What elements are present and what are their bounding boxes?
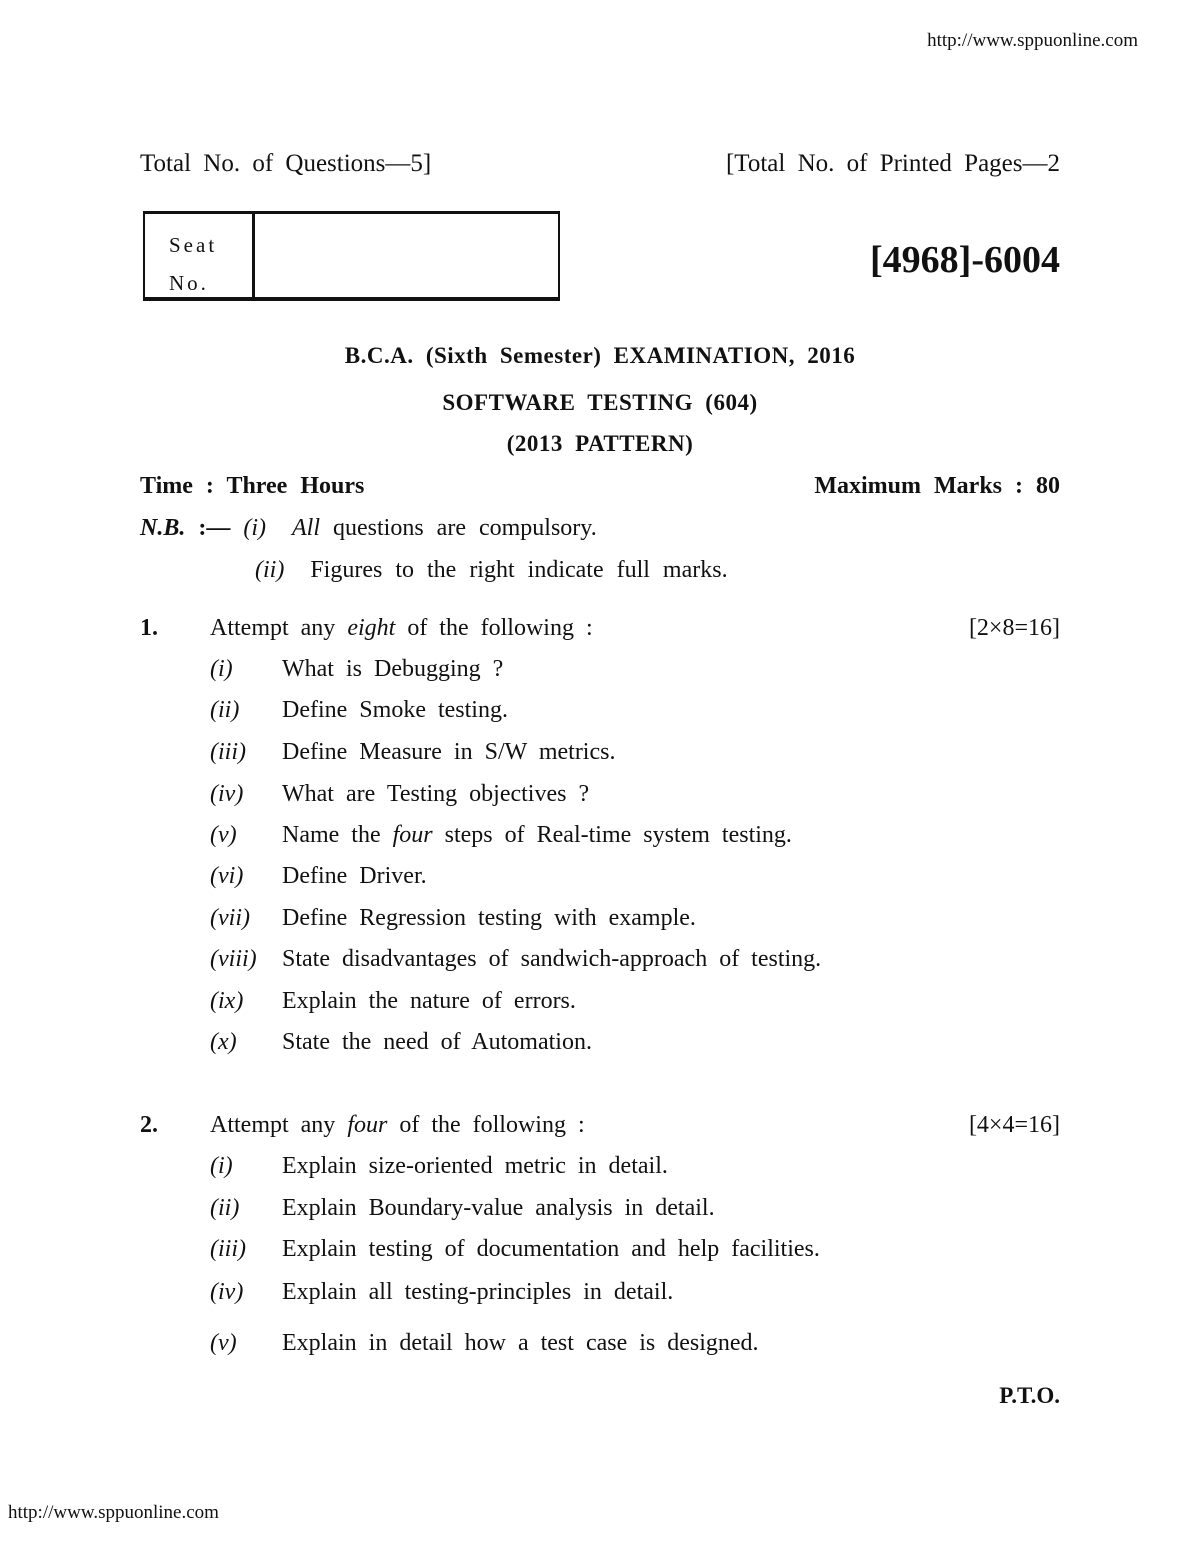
q2-pre: Attempt any [210, 1112, 336, 1138]
q2-item-num: (iv) [210, 1279, 244, 1305]
q2-emphasis: four [347, 1112, 388, 1138]
q1-item-num: (iii) [210, 739, 246, 765]
q1-item-pre: Name the [282, 822, 381, 848]
q1-marks: [2×8=16] [968, 615, 1060, 641]
q1-item-post: steps of Real-time system testing. [444, 822, 792, 848]
q1-item-num: (i) [210, 656, 233, 682]
q1-item-text [282, 822, 792, 849]
bottom-url: http://www.sppuonline.com [8, 1502, 219, 1523]
seat-label [169, 226, 217, 302]
seat-number-box[interactable] [143, 211, 560, 301]
q2-item-num: (iii) [210, 1236, 246, 1262]
seat-box-divider [252, 214, 255, 297]
q2-marks: [4×4=16] [968, 1112, 1060, 1138]
nb1-number: (i) [243, 515, 266, 541]
q1-item-num: (v) [210, 822, 237, 848]
time-label: Time : Three Hours [140, 473, 365, 499]
seat-label-line2: No. [169, 271, 209, 295]
pto-label: P.T.O. [999, 1383, 1060, 1408]
nb1-emphasis: All [292, 515, 320, 541]
q1-number: 1. [140, 615, 158, 641]
top-url: http://www.sppuonline.com [927, 30, 1138, 51]
q2-item-text: Explain in detail how a test case is designed. [282, 1330, 759, 1356]
q2-item-text: Explain all testing-principles in detail. [282, 1279, 674, 1305]
q1-emphasis: eight [347, 615, 396, 641]
q1-item-text: State the need of Automation. [282, 1029, 592, 1055]
nb2-text: Figures to the right indicate full marks. [310, 557, 728, 583]
pattern-title: (2013 PATTERN) [506, 431, 694, 456]
nb1-text: questions are compulsory. [333, 515, 597, 541]
q1-item-text: Explain the nature of errors. [282, 988, 576, 1014]
q1-item-text: Define Driver. [282, 863, 427, 889]
q1-item-text: Define Regression testing with example. [282, 905, 696, 931]
q1-item-num: (ix) [210, 988, 244, 1014]
q1-item-emphasis: four [392, 822, 433, 848]
q2-item-num: (v) [210, 1330, 237, 1356]
q2-post: of the following : [399, 1112, 585, 1138]
q1-item-text: Define Measure in S/W metrics. [282, 739, 616, 765]
q1-item-num: (viii) [210, 946, 257, 972]
q1-post: of the following : [407, 615, 593, 641]
q1-item-text: Define Smoke testing. [282, 697, 508, 723]
nb-separator: :— [198, 515, 231, 541]
subject-title: SOFTWARE TESTING (604) [442, 390, 758, 415]
q2-item-text: Explain size-oriented metric in detail. [282, 1153, 668, 1179]
q1-pre: Attempt any [210, 615, 336, 641]
q1-item-text: What are Testing objectives ? [282, 781, 590, 807]
q1-item-num: (vii) [210, 905, 250, 931]
q2-item-text: Explain Boundary-value analysis in detail. [282, 1195, 715, 1221]
nb-line-1 [140, 515, 597, 542]
q1-instruction [210, 615, 593, 642]
total-questions: Total No. of Questions—5] [140, 150, 432, 177]
q2-instruction [210, 1112, 585, 1139]
q1-item-num: (iv) [210, 781, 244, 807]
q2-item-text: Explain testing of documentation and help facilities. [282, 1236, 820, 1262]
seat-label-line1: Seat [169, 233, 218, 257]
exam-title: B.C.A. (Sixth Semester) EXAMINATION, 2016 [344, 343, 856, 368]
q1-item-num: (x) [210, 1029, 237, 1055]
q1-item-text: What is Debugging ? [282, 656, 504, 682]
max-marks-label: Maximum Marks : 80 [814, 473, 1060, 499]
q2-number: 2. [140, 1112, 158, 1138]
q1-item-text: State disadvantages of sandwich-approach of testing. [282, 946, 822, 972]
nb2-number: (ii) [255, 557, 285, 583]
q1-item-num: (ii) [210, 697, 240, 723]
q2-item-num: (i) [210, 1153, 233, 1179]
paper-code: [4968]-6004 [870, 239, 1060, 281]
nb-label: N.B. [140, 515, 186, 541]
q1-item-num: (vi) [210, 863, 244, 889]
nb-line-2 [255, 557, 728, 584]
q2-item-num: (ii) [210, 1195, 240, 1221]
total-pages: [Total No. of Printed Pages—2 [725, 150, 1060, 177]
